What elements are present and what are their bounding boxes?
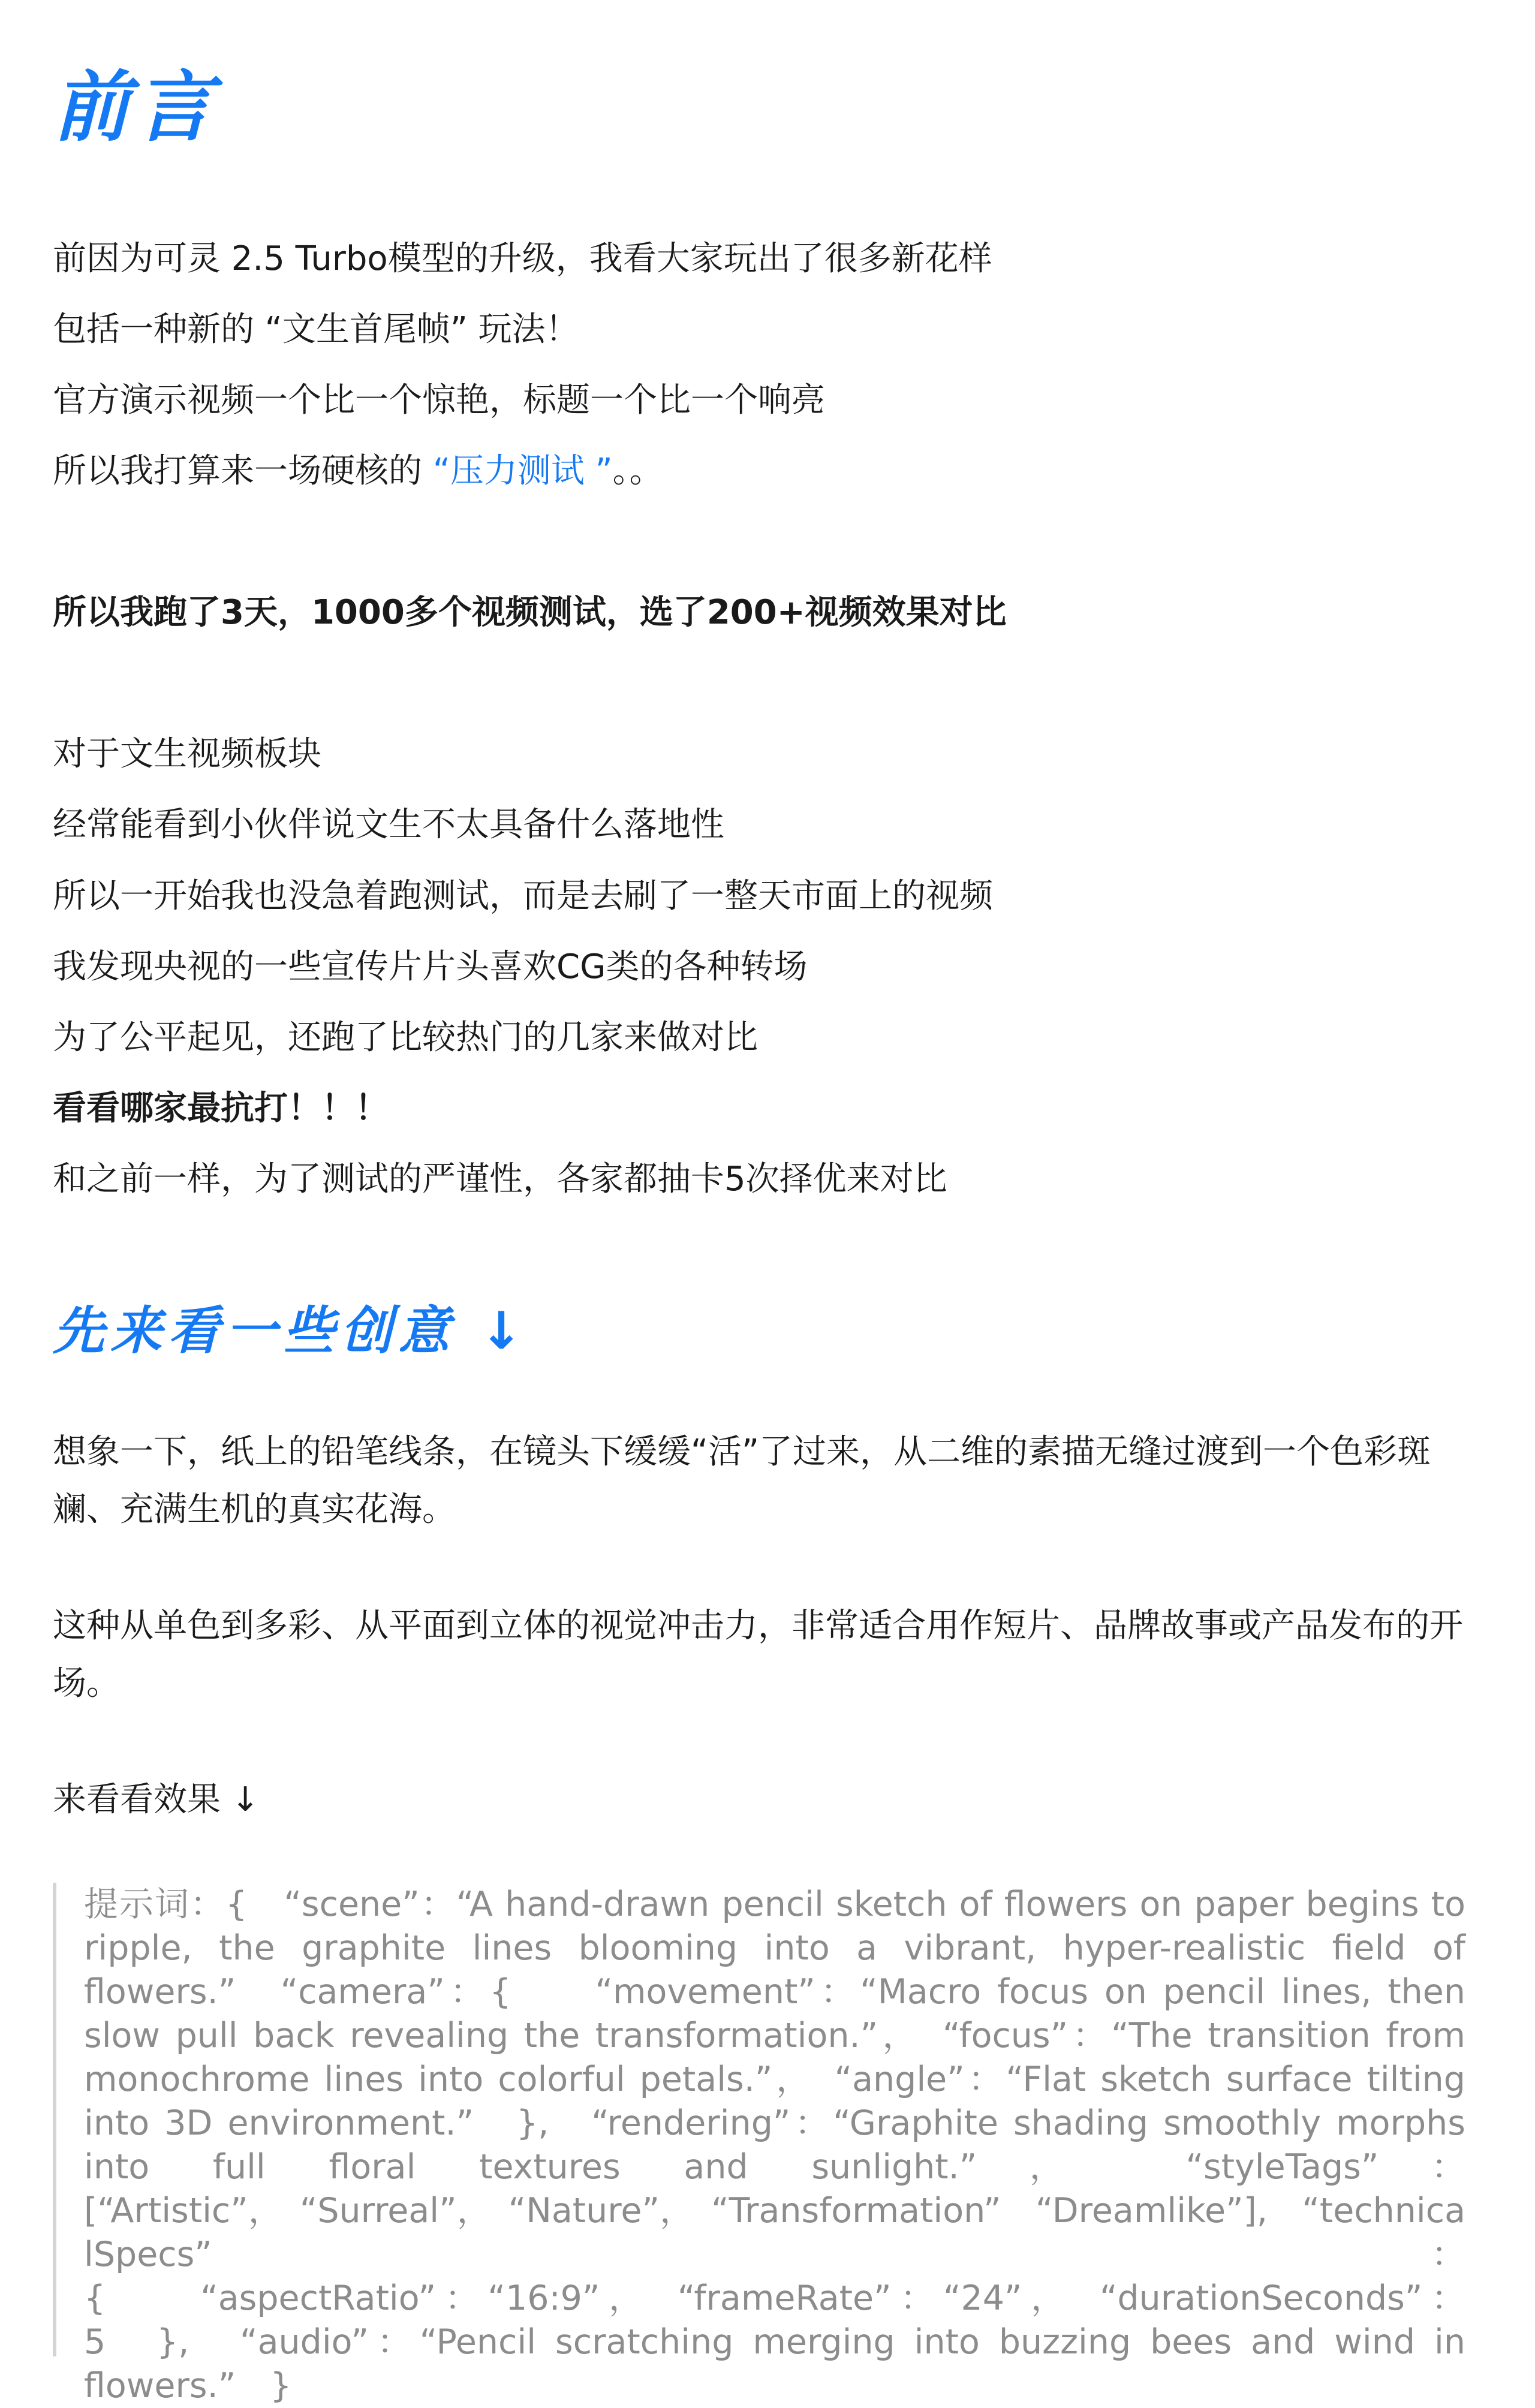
intro-line-4-suffix: 。。 [612,452,663,490]
stress-test-highlight: “压力测试 ” [432,452,613,490]
preface-heading: 前言 [53,63,219,152]
body-line-4: 我发现央视的一些宣传片片头喜欢CG类的各种转场 [53,947,808,986]
body-line-7: 和之前一样，为了测试的严谨性，各家都抽卡5次择优来对比 [53,1160,947,1199]
body-line-1: 对于文生视频板块 [53,735,321,773]
prompt-blockquote [53,1883,1465,2406]
intro-line-1: 前因为可灵 2.5 Turbo模型的升级，我看大家玩出了很多新花样 [53,239,992,278]
summary-statement: 所以我跑了3天，1000多个视频测试，选了200+视频效果对比 [53,593,1007,632]
intro-line-4 [53,447,663,495]
creative-paragraph-2: 这种从单色到多彩、从平面到立体的视觉冲击力，非常适合用作短片、品牌故事或产品发布的开场。 [53,1606,1463,1703]
intro-line-2: 包括一种新的 “文生首尾帧” 玩法！ [53,310,579,349]
body-line-2: 经常能看到小伙伴说文生不太具备什么落地性 [53,805,724,844]
body-line-3: 所以一开始我也没急着跑测试，而是去刷了一整天市面上的视频 [53,877,993,916]
creative-paragraph-1: 想象一下，纸上的铅笔线条，在镜头下缓缓“活”了过来，从二维的素描无缝过渡到一个色彩斑斓、充满生机的真实花海。 [53,1432,1431,1529]
creative-paragraph-3: 来看看效果 ↓ [53,1780,260,1819]
intro-line-4-prefix: 所以我打算来一场硬核的 [53,452,433,490]
creative-heading: 先来看一些创意 ↓ [53,1301,529,1361]
body-line-6: 看看哪家最抗打！！！ [53,1089,389,1128]
prompt-text: 提示词：{ “scene”：“A hand-drawn pencil sketch of flowers on paper begins to ripple, the graphite lines blooming into a vibrant, hyper-realistic field of flowers.” “camera”：{ “movement”：“Macro focus on pencil lines, then slow pull back revealing the transformation.”， “focus”：“The transition from monochrome lines into colorful petals.”， “angle”：“Flat sketch surface tilting into 3D environment.” }, “rendering”：“Graphite shading smoothly morphs into full floral textures and sunlight.”， “styleTags”：[“Artistic”， “Surreal”， “Nature”， “Transformation” “Dreamlike”], “technicalSpecs”：{ “aspectRatio”：“16:9”， “frameRate”：“24”， “durationSeconds”：5 }, “audio”：“Pencil scratching merging into buzzing bees and wind in flowers.” } [84,1885,1465,2406]
body-line-5: 为了公平起见，还跑了比较热门的几家来做对比 [53,1018,758,1057]
intro-line-3: 官方演示视频一个比一个惊艳，标题一个比一个响亮 [53,381,825,420]
